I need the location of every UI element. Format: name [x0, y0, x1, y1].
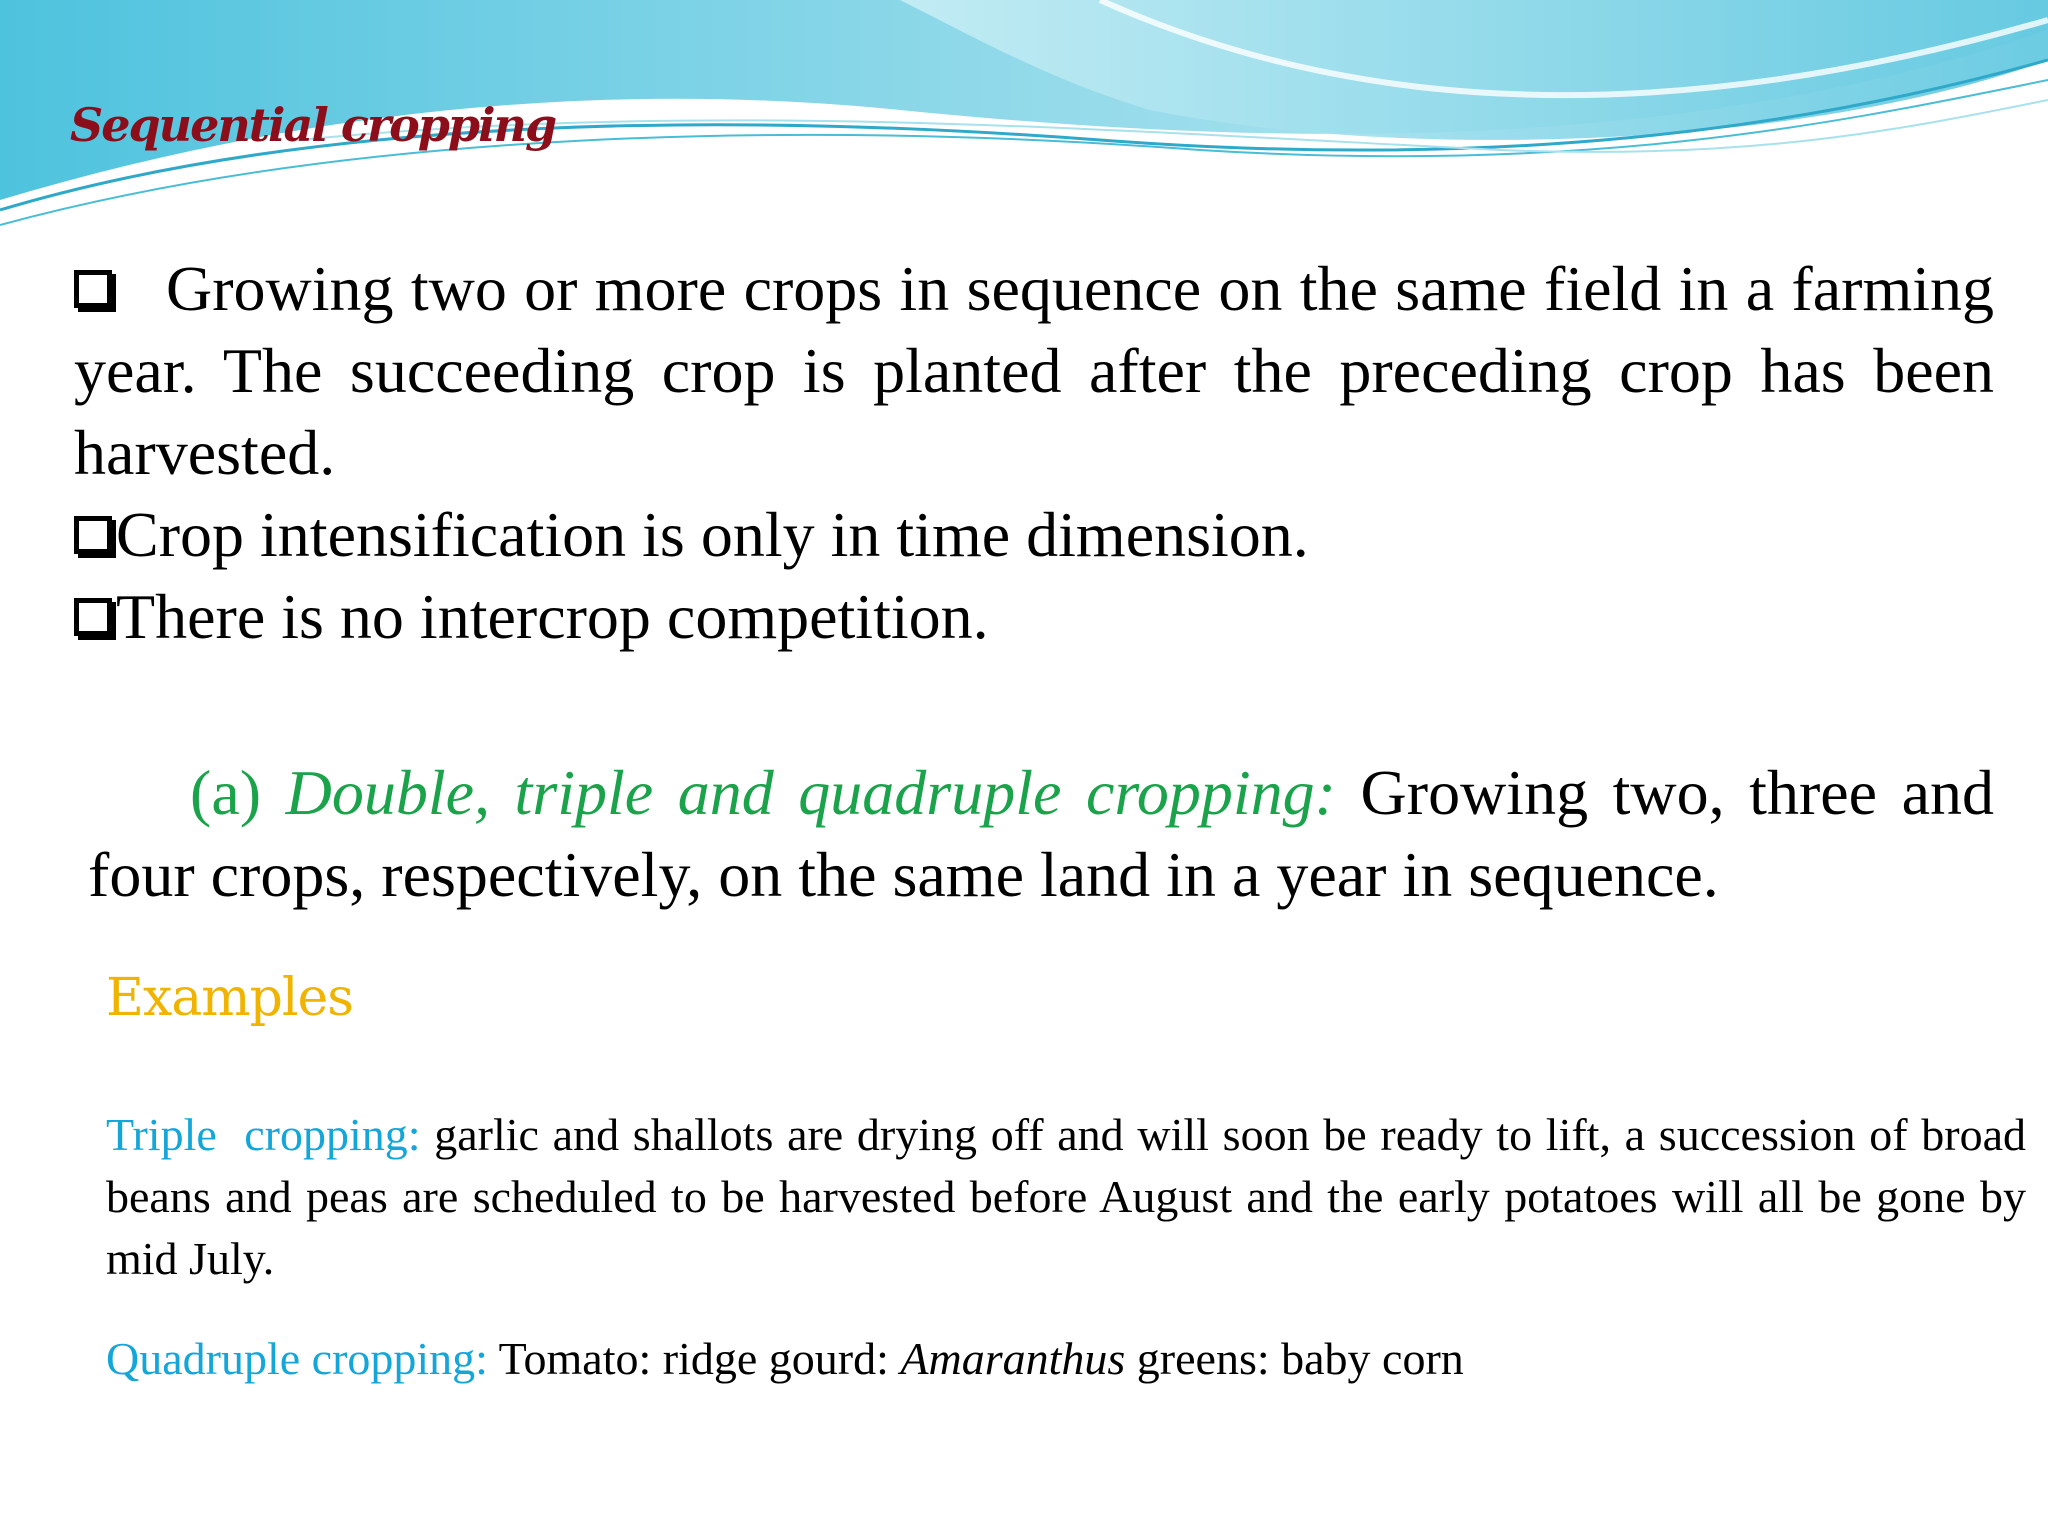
quadruple-cropping-text: Tomato: ridge gourd: [498, 1333, 889, 1384]
double-cropping-paragraph [88, 752, 1994, 916]
checkbox-bullet-icon [74, 270, 112, 308]
quadruple-cropping-species: Amaranthus [900, 1333, 1126, 1384]
quadruple-cropping-label: Quadruple cropping: [106, 1333, 488, 1384]
checkbox-bullet-icon [74, 516, 112, 554]
bullet-item [74, 248, 1994, 494]
bullet-text: There is no intercrop competition. [116, 581, 989, 652]
triple-cropping-text: garlic and shallots are drying off and will soon be ready to lift, a succession of broad beans and peas are scheduled to be harvested before August and the early potatoes will all be gone by mid July. [106, 1109, 2027, 1284]
slide-title: Sequential cropping [70, 98, 556, 152]
bullet-text: Crop intensification is only in time dimension. [116, 499, 1309, 570]
item-label-prefix: (a) [190, 757, 262, 828]
bullet-text: Growing two or more crops in sequence on the same field in a farming year. The succeeding crop is planted after the preceding crop has been harvested. [74, 253, 1994, 488]
checkbox-bullet-icon [74, 598, 112, 636]
bullet-list [74, 248, 1994, 658]
triple-cropping-label: Triple cropping: [106, 1109, 421, 1160]
triple-cropping-example [106, 1104, 2026, 1290]
double-cropping-term: Double, triple and quadruple cropping: [285, 757, 1336, 828]
bullet-item [74, 576, 1994, 658]
quadruple-cropping-text-end: greens: baby corn [1136, 1333, 1464, 1384]
double-cropping-definition: Growing two, three and four crops, respectively, on the same land in a year in sequence. [88, 757, 1995, 910]
quadruple-cropping-example [106, 1328, 2026, 1390]
examples-heading: Examples [106, 968, 353, 1028]
bullet-item [74, 494, 1994, 576]
